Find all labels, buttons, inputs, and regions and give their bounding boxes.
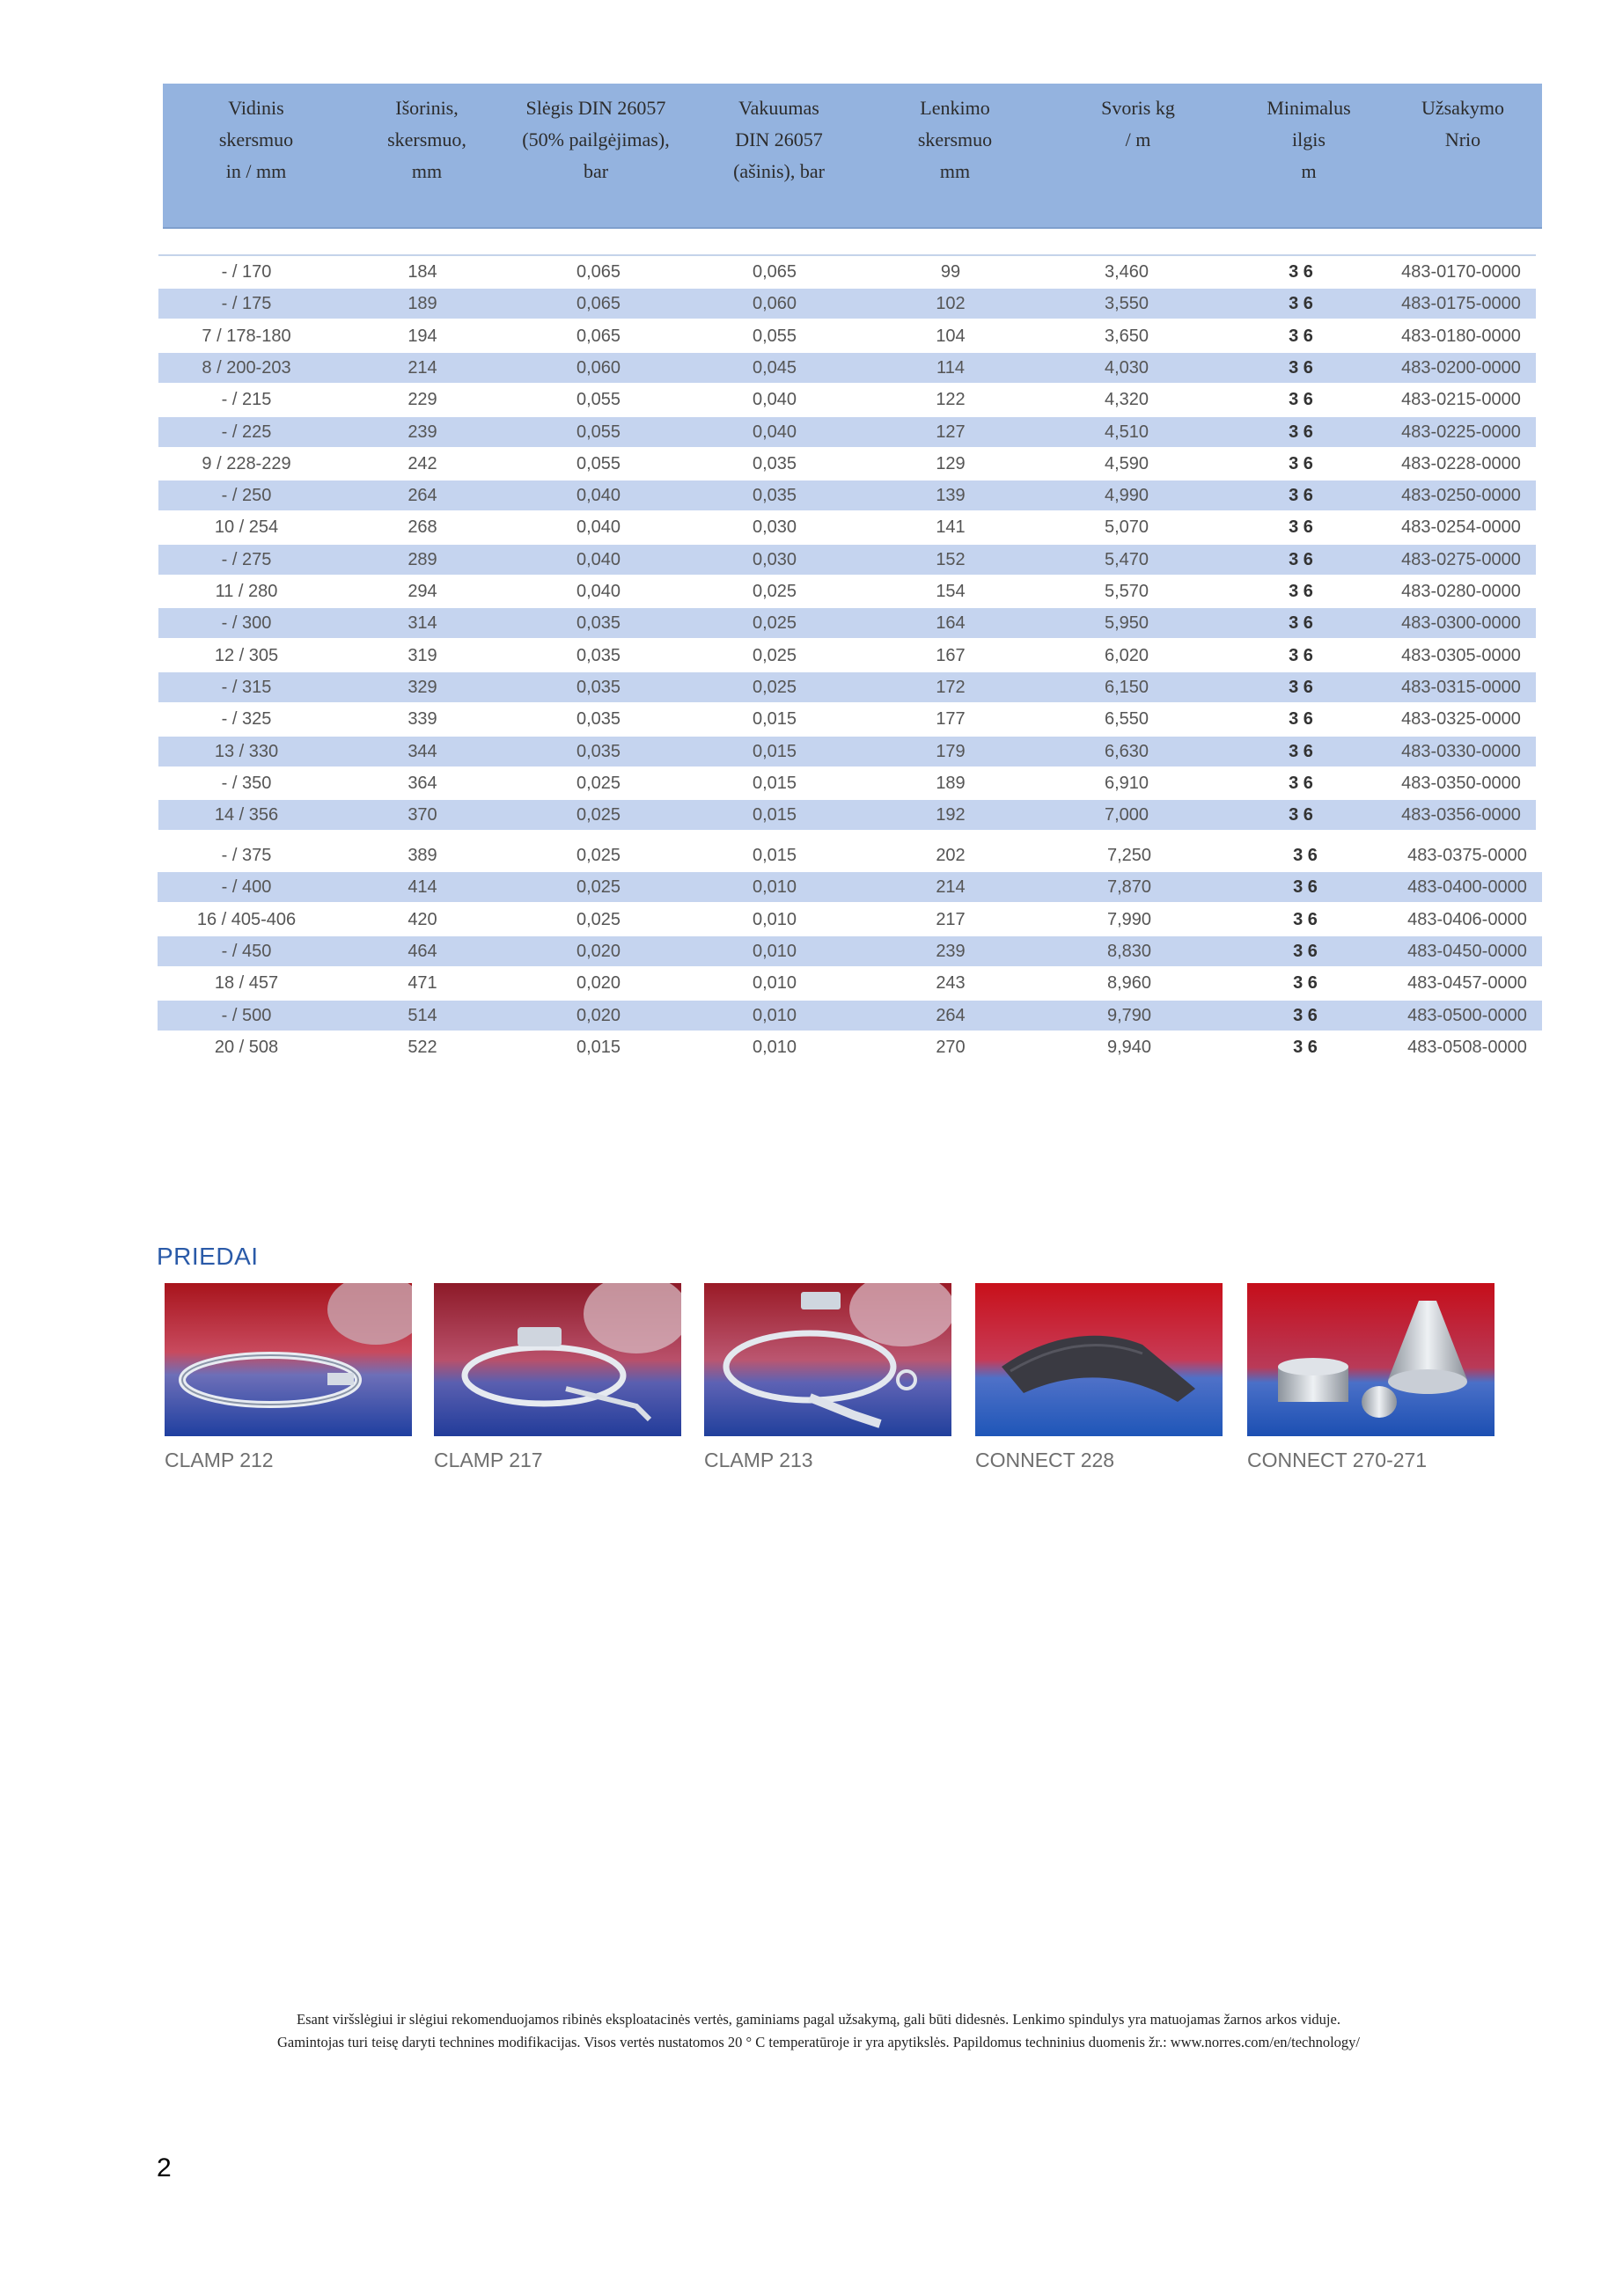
table-cell: - / 375	[221, 846, 272, 865]
table-cell: 13 / 330	[214, 741, 279, 761]
table-cell: 7,000	[1104, 805, 1149, 825]
table-cell: 3 6	[1289, 326, 1313, 346]
table-cell: 483-0175-0000	[1401, 294, 1521, 314]
table-cell: 14 / 356	[214, 805, 279, 825]
table-cell: 3,550	[1104, 294, 1149, 314]
table-cell: 0,025	[576, 846, 621, 865]
table-cell: 3 6	[1289, 709, 1313, 730]
table-cell: 294	[408, 582, 437, 601]
table-row	[158, 353, 1536, 383]
accessories-title: PRIEDAI	[157, 1243, 259, 1270]
table-cell: 483-0508-0000	[1407, 1037, 1527, 1057]
table-cell: 3 6	[1293, 941, 1318, 961]
table-cell: 0,025	[576, 909, 621, 929]
table-cell: 167	[936, 645, 966, 665]
column-header-line: Minimalus	[1267, 97, 1351, 119]
table-cell: 8 / 200-203	[202, 357, 291, 378]
table-cell: - / 450	[221, 941, 272, 961]
table-cell: 3 6	[1289, 453, 1313, 473]
table-cell: 242	[408, 453, 437, 473]
table-cell: 483-0350-0000	[1401, 773, 1521, 793]
table-cell: 192	[936, 805, 966, 825]
table-cell: 7 / 178-180	[202, 326, 291, 346]
table-cell: 0,065	[752, 262, 797, 282]
table-cell: 0,040	[752, 422, 797, 442]
column-header	[1101, 92, 1175, 156]
table-cell: - / 315	[221, 677, 272, 697]
table-cell: 18 / 457	[214, 973, 279, 994]
table-cell: 0,065	[576, 294, 621, 314]
table-row	[158, 1032, 1542, 1062]
table-cell: 483-0315-0000	[1401, 677, 1521, 697]
column-header-line: / m	[1125, 128, 1151, 150]
table-cell: 483-0228-0000	[1401, 453, 1521, 473]
table-cell: 10 / 254	[214, 517, 279, 538]
table-cell: 483-0225-0000	[1401, 422, 1521, 442]
accessory-image-connect-228	[975, 1283, 1223, 1436]
table-cell: 0,065	[576, 262, 621, 282]
table-cell: 0,025	[752, 677, 797, 697]
accessory-image-clamp-217	[434, 1283, 681, 1436]
table-cell: 217	[936, 909, 966, 929]
table-cell: 0,010	[752, 941, 797, 961]
table-cell: 3 6	[1289, 741, 1313, 761]
table-cell: 12 / 305	[214, 645, 279, 665]
table-cell: 7,870	[1106, 877, 1152, 898]
table-row	[158, 608, 1536, 638]
table-cell: 0,040	[752, 390, 797, 410]
table-cell: 3,460	[1104, 262, 1149, 282]
table-cell: 6,150	[1104, 677, 1149, 697]
column-header-line: in / mm	[225, 160, 287, 182]
column-header-line: Nrio	[1444, 128, 1481, 150]
column-header-line: Užsakymo	[1421, 97, 1505, 119]
column-header-line: Vakuumas	[738, 97, 819, 119]
table-cell: 0,035	[576, 645, 621, 665]
column-header-line: Lenkimo	[920, 97, 990, 119]
table-cell: 3 6	[1289, 645, 1313, 665]
table-cell: 189	[408, 294, 437, 314]
table-cell: 189	[936, 773, 966, 793]
table-cell: 414	[408, 877, 437, 898]
table-row	[158, 936, 1542, 966]
table-row	[158, 449, 1536, 479]
table-cell: 8,830	[1106, 941, 1152, 961]
column-header-line: ilgis	[1292, 128, 1326, 150]
table-cell: 3 6	[1289, 357, 1313, 378]
table-cell: 9,940	[1106, 1037, 1152, 1057]
table-cell: 483-0305-0000	[1401, 645, 1521, 665]
table-cell: 0,010	[752, 1005, 797, 1025]
table-cell: 164	[936, 613, 966, 634]
table-row	[158, 968, 1542, 998]
table-cell: 0,025	[752, 613, 797, 634]
table-cell: 0,035	[576, 741, 621, 761]
table-cell: 0,045	[752, 357, 797, 378]
accessory-image-clamp-213	[704, 1283, 951, 1436]
table-cell: 0,015	[576, 1037, 621, 1057]
table-row	[158, 512, 1536, 542]
table-cell: 0,040	[576, 549, 621, 569]
column-header-line: m	[1301, 160, 1317, 182]
table-cell: - / 225	[221, 422, 272, 442]
table-cell: 3 6	[1293, 909, 1318, 929]
table-cell: 3 6	[1289, 613, 1313, 634]
table-cell: 344	[408, 741, 437, 761]
table-cell: 3 6	[1289, 773, 1313, 793]
table-cell: 3 6	[1293, 846, 1318, 865]
table-cell: 0,040	[576, 517, 621, 538]
table-cell: 104	[936, 326, 966, 346]
table-cell: 7,990	[1106, 909, 1152, 929]
table-cell: 129	[936, 453, 966, 473]
column-header	[918, 92, 992, 187]
table-cell: 319	[408, 645, 437, 665]
table-cell: 0,055	[576, 453, 621, 473]
table-cell: 483-0450-0000	[1407, 941, 1527, 961]
table-cell: 483-0356-0000	[1401, 805, 1521, 825]
table-cell: 3 6	[1289, 422, 1313, 442]
table-cell: 0,010	[752, 909, 797, 929]
table-cell: 6,550	[1104, 709, 1149, 730]
table-cell: 0,060	[752, 294, 797, 314]
table-cell: 6,020	[1104, 645, 1149, 665]
table-cell: 5,470	[1104, 549, 1149, 569]
table-cell: 172	[936, 677, 966, 697]
column-header-line: Išorinis,	[395, 97, 459, 119]
accessory-image-connect-270-271	[1247, 1283, 1494, 1436]
accessory-label-clamp-212: CLAMP 212	[165, 1449, 274, 1471]
table-cell: 0,015	[752, 709, 797, 730]
column-header-line: skersmuo,	[387, 128, 466, 150]
table-row	[158, 840, 1542, 870]
table-cell: 483-0180-0000	[1401, 326, 1521, 346]
column-header	[733, 92, 825, 187]
table-cell: 3 6	[1293, 1005, 1318, 1025]
table-cell: 239	[408, 422, 437, 442]
column-header-line: bar	[583, 160, 609, 182]
table-row	[158, 576, 1536, 606]
table-cell: 102	[936, 294, 966, 314]
table-cell: 202	[936, 846, 966, 865]
accessory-image-clamp-212	[165, 1283, 412, 1436]
table-cell: - / 175	[221, 294, 272, 314]
table-cell: 243	[936, 973, 966, 994]
table-cell: 214	[408, 357, 437, 378]
table-cell: 483-0325-0000	[1401, 709, 1521, 730]
table-cell: 0,055	[752, 326, 797, 346]
table-cell: 264	[936, 1005, 966, 1025]
table-cell: - / 250	[221, 486, 272, 506]
column-header	[1421, 92, 1504, 156]
table-cell: 122	[936, 390, 966, 410]
table-cell: - / 275	[221, 549, 272, 569]
table-cell: 0,020	[576, 941, 621, 961]
table-cell: 20 / 508	[214, 1037, 279, 1057]
table-cell: - / 325	[221, 709, 272, 730]
table-cell: 0,030	[752, 517, 797, 538]
table-cell: 6,630	[1104, 741, 1149, 761]
table-cell: 0,025	[752, 582, 797, 601]
column-header-line: Vidinis	[228, 97, 284, 119]
table-cell: 483-0275-0000	[1401, 549, 1521, 569]
column-header-line: (ašinis), bar	[733, 160, 825, 182]
table-cell: 0,060	[576, 357, 621, 378]
table-cell: 0,030	[752, 549, 797, 569]
table-cell: 229	[408, 390, 437, 410]
accessory-label-clamp-213: CLAMP 213	[704, 1449, 813, 1471]
table-cell: 177	[936, 709, 966, 730]
table-cell: 0,040	[576, 486, 621, 506]
table-cell: 314	[408, 613, 437, 634]
table-cell: 483-0215-0000	[1401, 390, 1521, 410]
column-header	[219, 92, 293, 187]
column-header-line: (50% pailgėjimas),	[522, 128, 670, 150]
table-cell: 264	[408, 486, 437, 506]
column-header-line: Svoris kg	[1101, 97, 1175, 119]
table-cell: 3 6	[1289, 294, 1313, 314]
table-cell: 464	[408, 941, 437, 961]
column-header-line: Slėgis DIN 26057	[525, 97, 666, 119]
table-cell: 0,010	[752, 1037, 797, 1057]
table-cell: 0,015	[752, 773, 797, 793]
table-cell: 0,035	[576, 709, 621, 730]
table-cell: 3 6	[1289, 517, 1313, 538]
table-cell: 11 / 280	[215, 582, 278, 601]
table-cell: 16 / 405-406	[196, 909, 297, 929]
table-cell: 0,025	[576, 805, 621, 825]
table-cell: 152	[936, 549, 966, 569]
table-cell: 3 6	[1289, 262, 1313, 282]
table-cell: - / 350	[221, 773, 272, 793]
table-cell: 370	[408, 805, 437, 825]
table-cell: 483-0300-0000	[1401, 613, 1521, 634]
table-row	[158, 257, 1536, 287]
table-cell: 364	[408, 773, 437, 793]
table-row	[158, 385, 1536, 414]
table-cell: 3 6	[1289, 582, 1313, 601]
column-header	[387, 92, 466, 187]
table-row	[158, 545, 1536, 575]
table-cell: 5,070	[1104, 517, 1149, 538]
table-cell: 339	[408, 709, 437, 730]
table-cell: 0,010	[752, 973, 797, 994]
table-cell: 0,025	[576, 773, 621, 793]
table-row	[158, 289, 1536, 319]
table-cell: - / 300	[221, 613, 272, 634]
table-cell: 141	[936, 517, 966, 538]
table-cell: 5,570	[1104, 582, 1149, 601]
table-cell: 9,790	[1106, 1005, 1152, 1025]
table-cell: 99	[940, 262, 961, 282]
table-cell: 214	[936, 877, 966, 898]
table-cell: 0,025	[752, 645, 797, 665]
table-cell: 4,590	[1104, 453, 1149, 473]
table-cell: 0,025	[576, 877, 621, 898]
table-cell: 270	[936, 1037, 966, 1057]
table-cell: 483-0375-0000	[1407, 846, 1527, 865]
table-cell: 0,040	[576, 582, 621, 601]
table-cell: 8,960	[1106, 973, 1152, 994]
footer-note-line-2: Gamintojas turi teisę daryti technines modifikacijas. Visos vertės nustatomos 20 ° C temperatūroje ir yra apytikslės. Papildomus techninius duomenis žr.: www.norres.com/en/technology/	[276, 2034, 1361, 2050]
table-row	[158, 672, 1536, 702]
table-cell: 5,950	[1104, 613, 1149, 634]
column-header-line: mm	[939, 160, 971, 182]
table-cell: 139	[936, 486, 966, 506]
table-cell: - / 170	[221, 262, 272, 282]
page-number: 2	[157, 2153, 172, 2182]
table-cell: 4,030	[1104, 357, 1149, 378]
table-cell: 0,035	[752, 453, 797, 473]
table-cell: - / 500	[221, 1005, 272, 1025]
table-row	[158, 641, 1536, 671]
table-cell: 4,990	[1104, 486, 1149, 506]
table-cell: 0,015	[752, 741, 797, 761]
table-cell: 0,065	[576, 326, 621, 346]
table-cell: 0,035	[576, 613, 621, 634]
table-cell: 0,035	[576, 677, 621, 697]
accessory-label-connect-270-271: CONNECT 270-271	[1247, 1449, 1428, 1471]
table-cell: 0,020	[576, 973, 621, 994]
table-row	[158, 704, 1536, 734]
table-cell: 4,320	[1104, 390, 1149, 410]
table-row	[158, 800, 1536, 830]
table-cell: 4,510	[1104, 422, 1149, 442]
column-header-line: skersmuo	[917, 128, 993, 150]
table-cell: 3 6	[1289, 390, 1313, 410]
table-cell: 483-0280-0000	[1401, 582, 1521, 601]
table-cell: 483-0457-0000	[1407, 973, 1527, 994]
accessory-label-clamp-217: CLAMP 217	[434, 1449, 543, 1471]
table-row	[158, 768, 1536, 798]
table-cell: 179	[936, 741, 966, 761]
table-cell: 6,910	[1104, 773, 1149, 793]
table-cell: 0,055	[576, 422, 621, 442]
table-cell: 184	[408, 262, 437, 282]
column-header-line: DIN 26057	[735, 128, 823, 150]
table-cell: 483-0250-0000	[1401, 486, 1521, 506]
table-cell: 483-0500-0000	[1407, 1005, 1527, 1025]
header-divider	[158, 254, 1536, 256]
table-cell: 0,015	[752, 805, 797, 825]
table-cell: 114	[936, 357, 965, 378]
table-cell: - / 215	[221, 390, 272, 410]
column-header-line: skersmuo	[218, 128, 294, 150]
table-cell: 239	[936, 941, 966, 961]
table-cell: 483-0170-0000	[1401, 262, 1521, 282]
table-cell: 154	[936, 582, 966, 601]
table-cell: 9 / 228-229	[202, 453, 291, 473]
table-cell: 289	[408, 549, 437, 569]
table-cell: 0,035	[752, 486, 797, 506]
table-cell: 127	[936, 422, 966, 442]
column-header-line: mm	[411, 160, 443, 182]
table-cell: 483-0406-0000	[1407, 909, 1527, 929]
table-row	[158, 417, 1536, 447]
table-cell: 3 6	[1289, 549, 1313, 569]
table-row	[158, 872, 1542, 902]
table-row	[158, 737, 1536, 767]
table-cell: 483-0200-0000	[1401, 357, 1521, 378]
table-cell: 0,055	[576, 390, 621, 410]
table-cell: 3,650	[1104, 326, 1149, 346]
table-cell: 329	[408, 677, 437, 697]
table-cell: 3 6	[1289, 677, 1313, 697]
table-cell: 483-0254-0000	[1401, 517, 1521, 538]
table-row	[158, 905, 1542, 935]
table-cell: - / 400	[221, 877, 272, 898]
table-cell: 194	[408, 326, 437, 346]
table-row	[158, 480, 1536, 510]
table-cell: 268	[408, 517, 437, 538]
table-cell: 514	[408, 1005, 437, 1025]
table-row	[158, 1001, 1542, 1031]
table-cell: 483-0330-0000	[1401, 741, 1521, 761]
footer-note-line-1: Esant viršslėgiui ir slėgiui rekomenduojamos ribinės eksploatacinės vertės, gaminiams pagal užsakymą, gali būti didesnės. Lenkimo spindulys yra matuojamas žarnos arkos viduje.	[297, 2011, 1340, 2028]
table-cell: 389	[408, 846, 437, 865]
table-cell: 0,020	[576, 1005, 621, 1025]
table-cell: 3 6	[1293, 973, 1318, 994]
table-header	[163, 84, 1542, 229]
table-cell: 3 6	[1289, 805, 1313, 825]
column-header	[522, 92, 669, 187]
table-cell: 3 6	[1293, 1037, 1318, 1057]
table-cell: 0,010	[752, 877, 797, 898]
table-cell: 7,250	[1106, 846, 1152, 865]
table-cell: 420	[408, 909, 437, 929]
table-cell: 0,015	[752, 846, 797, 865]
accessory-label-connect-228: CONNECT 228	[975, 1449, 1115, 1471]
table-cell: 471	[408, 973, 437, 994]
column-header	[1267, 92, 1350, 187]
table-cell: 3 6	[1289, 486, 1313, 506]
table-row	[158, 321, 1536, 351]
table-cell: 3 6	[1293, 877, 1318, 898]
table-cell: 522	[408, 1037, 437, 1057]
table-cell: 483-0400-0000	[1407, 877, 1527, 898]
